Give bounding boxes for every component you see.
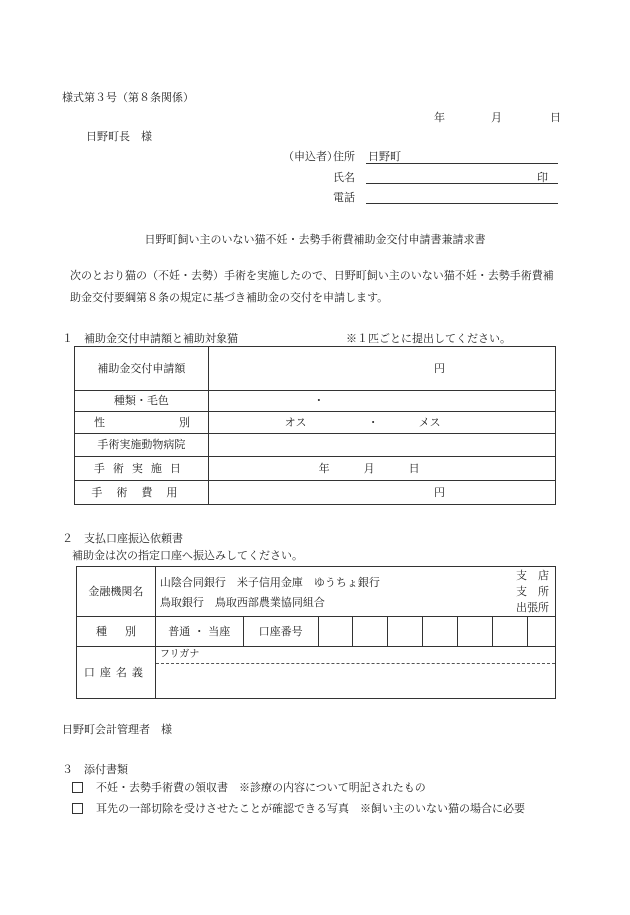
surgery-date-row bbox=[75, 457, 556, 481]
account-digit-1 bbox=[318, 617, 353, 647]
bank-value-cell bbox=[155, 567, 555, 617]
surgery-date-day: 日 bbox=[408, 462, 420, 475]
sex-male: オス bbox=[284, 416, 307, 429]
branch-type-2: 支 所 bbox=[516, 585, 549, 598]
sex-female: メス bbox=[418, 416, 441, 429]
intro-line-2: 助金交付要綱第８条の規定に基づき補助金の交付を申請します。 bbox=[70, 291, 389, 304]
furigana-divider bbox=[156, 663, 555, 664]
name-label: 氏名 bbox=[333, 171, 355, 184]
bank-names-line1: 山陰合同銀行 米子信用金庫 ゆうちょ銀行 bbox=[159, 576, 380, 589]
bank-label: 金融機関名 bbox=[77, 567, 156, 617]
address-label: 住所 bbox=[333, 150, 355, 163]
attachment-checkbox-1[interactable] bbox=[72, 782, 83, 793]
cost-label: 手術費用 bbox=[91, 485, 192, 499]
phone-label: 電話 bbox=[333, 191, 355, 204]
account-digit-6 bbox=[493, 617, 528, 647]
cost-unit: 円 bbox=[208, 481, 555, 505]
breed-label: 種類・毛色 bbox=[75, 391, 209, 412]
section1-note: ※１匹ごとに提出してください。 bbox=[346, 332, 511, 345]
account-digit-2 bbox=[353, 617, 388, 647]
surgery-date-year: 年 bbox=[318, 462, 330, 475]
account-type-value: 普通 ・ 当座 bbox=[155, 617, 243, 647]
holder-row bbox=[77, 647, 556, 699]
type-label-b: 別 bbox=[125, 625, 136, 638]
sex-value-cell bbox=[208, 412, 555, 434]
bank-names-line2: 鳥取銀行 鳥取西部農業協同組合 bbox=[159, 596, 325, 609]
branch-type-1: 支 店 bbox=[516, 569, 549, 582]
section2-sub: 補助金は次の指定口座へ振込みしてください。 bbox=[72, 549, 303, 562]
date-day-label: 日 bbox=[550, 111, 561, 124]
phone-underline bbox=[366, 203, 558, 204]
bank-row bbox=[77, 567, 556, 617]
account-digit-7 bbox=[527, 617, 555, 647]
surgery-date-month: 月 bbox=[363, 462, 375, 475]
surgery-date-cell bbox=[208, 457, 555, 481]
date-month-label: 月 bbox=[491, 111, 502, 124]
hospital-row bbox=[75, 434, 556, 457]
branch-type-3: 出張所 bbox=[516, 601, 549, 614]
treasurer-addressee: 日野町会計管理者 様 bbox=[62, 723, 172, 736]
cost-row bbox=[75, 481, 556, 505]
bank-account-table bbox=[76, 566, 556, 699]
amount-label: 補助金交付申請額 bbox=[75, 347, 209, 391]
cat-info-table bbox=[74, 346, 556, 505]
sex-dot: ・ bbox=[367, 416, 379, 429]
sex-label-cell bbox=[75, 412, 209, 434]
section1-heading: １ 補助金交付申請額と補助対象猫 bbox=[62, 332, 238, 345]
cost-label-cell bbox=[75, 481, 209, 505]
address-underline bbox=[366, 163, 558, 164]
section3-heading: ３ 添付書類 bbox=[62, 763, 128, 776]
seal-mark: 印 bbox=[537, 171, 548, 184]
hospital-label: 手術実施動物病院 bbox=[75, 434, 209, 457]
amount-row bbox=[75, 347, 556, 391]
section2-heading: ２ 支払口座振込依頼書 bbox=[62, 532, 183, 545]
address-value: 日野町 bbox=[368, 150, 401, 163]
account-digit-5 bbox=[458, 617, 493, 647]
type-label-a: 種 bbox=[96, 625, 107, 638]
name-underline bbox=[366, 183, 558, 184]
intro-line-1: 次のとおり猫の（不妊・去勢）手術を実施したので、日野町飼い主のいない猫不妊・去勢手術費補 bbox=[70, 269, 554, 282]
form-number: 様式第３号（第８条関係） bbox=[62, 91, 194, 104]
date-year-label: 年 bbox=[434, 111, 445, 124]
account-number-label: 口座番号 bbox=[243, 617, 318, 647]
applicant-role: （申込者） bbox=[283, 150, 338, 163]
furigana-label: フリガナ bbox=[159, 649, 200, 660]
attachment-item-1: 不妊・去勢手術費の領収書 ※診療の内容について明記されたもの bbox=[96, 781, 426, 794]
account-type-row bbox=[77, 617, 556, 647]
addressee: 日野町長 様 bbox=[86, 130, 152, 143]
holder-value-cell bbox=[155, 647, 555, 699]
breed-dot: ・ bbox=[208, 391, 555, 412]
sex-label-b: 別 bbox=[179, 416, 190, 429]
account-digit-3 bbox=[388, 617, 423, 647]
document-title: 日野町飼い主のいない猫不妊・去勢手術費補助金交付申請書兼請求書 bbox=[144, 233, 486, 246]
breed-row bbox=[75, 391, 556, 412]
type-label-cell bbox=[77, 617, 156, 647]
hospital-value bbox=[208, 434, 555, 457]
attachment-checkbox-2[interactable] bbox=[72, 803, 83, 814]
amount-unit: 円 bbox=[208, 347, 555, 391]
holder-label: 口座名義 bbox=[77, 647, 156, 699]
sex-label-a: 性 bbox=[94, 416, 105, 429]
sex-row bbox=[75, 412, 556, 434]
surgery-date-label: 手術実施日 bbox=[75, 457, 209, 481]
attachment-item-2: 耳先の一部切除を受けさせたことが確認できる写真 ※飼い主のいない猫の場合に必要 bbox=[96, 802, 525, 815]
account-digit-4 bbox=[423, 617, 458, 647]
